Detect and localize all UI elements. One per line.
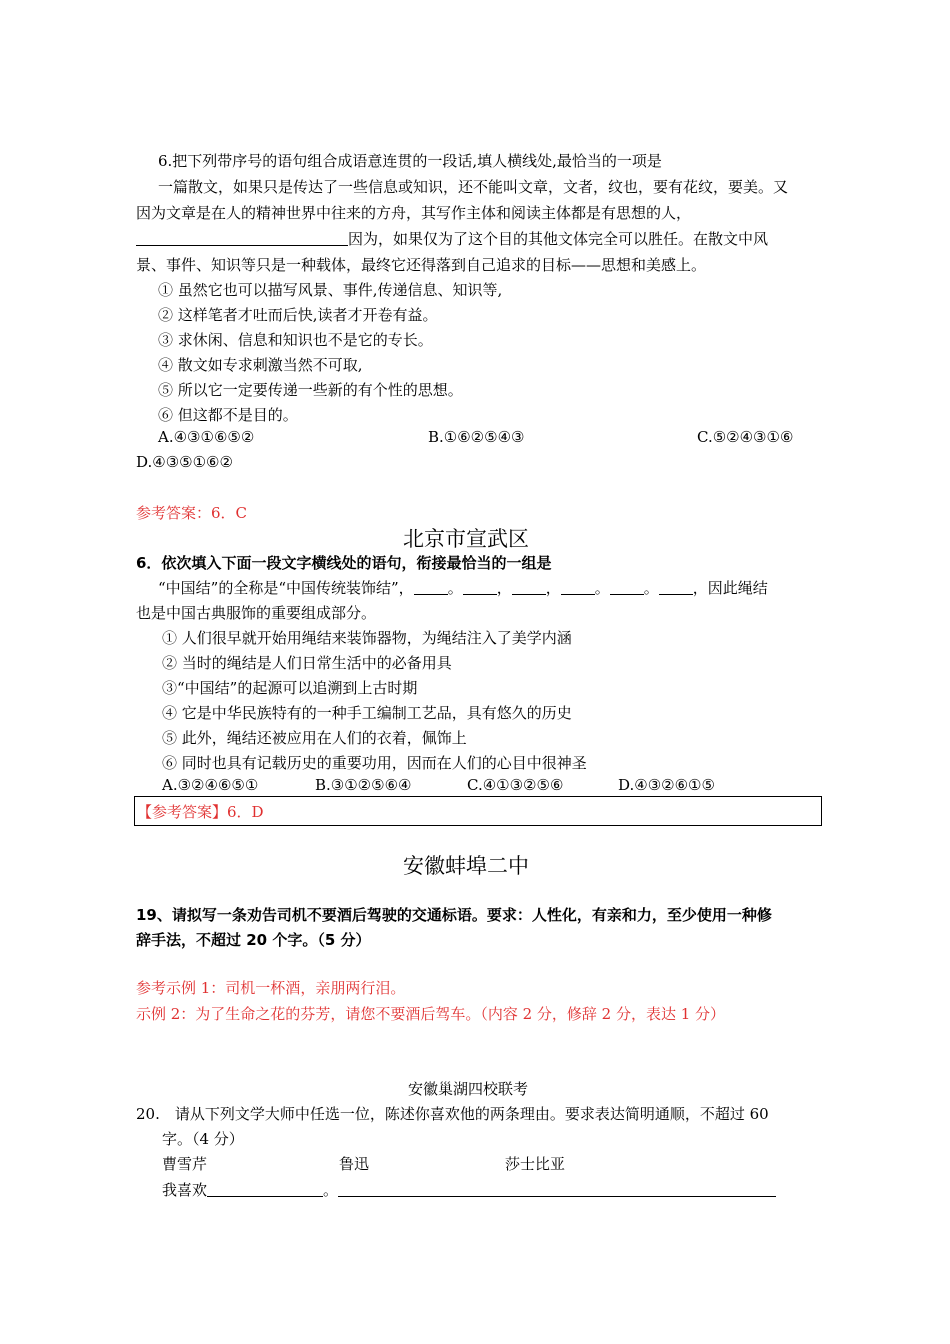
- question-6a-title: 6.把下列带序号的语句组合成语意连贯的一段话,填人横线处,最恰当的一项是: [158, 152, 662, 170]
- statement-item-1: ① 人们很早就开始用绳结来装饰器物，为绳结注入了美学内涵: [162, 629, 572, 647]
- answer-blank[interactable]: [610, 593, 644, 595]
- author-name-1: 曹雪芹: [162, 1155, 208, 1173]
- statement-item-5: ⑤ 此外，绳结还被应用在人们的衣着，佩饰上: [162, 729, 467, 747]
- question-6b-line1: [158, 577, 768, 598]
- option-item-2: ② 这样笔者才吐而后快,读者才开卷有益。: [158, 306, 438, 324]
- author-name-2: 鲁迅: [339, 1155, 370, 1173]
- fill-in-line: [162, 1179, 776, 1200]
- option-item-1: ① 虽然它也可以描写风景、事件,传递信息、知识等,: [158, 281, 503, 299]
- section-heading-chaohu: 安徽巢湖四校联考: [408, 1080, 529, 1098]
- answer-blank[interactable]: [659, 593, 693, 595]
- author-name-3: 莎士比亚: [505, 1155, 566, 1173]
- statement-item-4: ④ 它是中华民族特有的一种手工编制工艺品，具有悠久的历史: [162, 704, 572, 722]
- option-item-3: ③ 求休闲、信息和知识也不是它的专长。: [158, 331, 433, 349]
- question-6a-para-line4: 景、事件、知识等只是一种载体，最终它还得落到自己追求的目标——思想和美感上。: [136, 256, 707, 274]
- separator: 。: [643, 579, 659, 597]
- option-item-4: ④ 散文如专求刺激当然不可取,: [158, 356, 363, 374]
- fill-in-prefix: 我喜欢: [162, 1181, 208, 1199]
- question-6a-para-line2: 因为文章是在人的精神世界中往来的方舟，其写作主体和阅读主体都是有思想的人，: [136, 204, 692, 222]
- question-19-line1: 19、请拟写一条劝告司机不要酒后驾驶的交通标语。要求：人性化，有亲和力，至少使用一种修: [136, 906, 772, 924]
- separator: 。: [447, 579, 463, 597]
- answer-blank[interactable]: [561, 593, 595, 595]
- question-6a-para-line1: 一篇散文，如果只是传达了一些信息或知识，还不能叫文章，文者，纹也，要有花纹，要美。又: [158, 178, 789, 196]
- answer-text: 参考答案：6．C: [136, 504, 248, 522]
- choice-a: A.④③①⑥⑤②: [158, 428, 255, 446]
- question-19-line2: 辞手法，不超过 20 个字。（5 分）: [136, 931, 371, 949]
- question-6b-title: 6．依次填入下面一段文字横线处的语句，衔接最恰当的一组是: [136, 554, 552, 572]
- reason-blank[interactable]: [338, 1195, 776, 1197]
- choice-d: D.④③⑤①⑥②: [136, 453, 233, 471]
- answer-blank[interactable]: [136, 244, 348, 246]
- separator: 。: [594, 579, 610, 597]
- question-6a-para-line3: [136, 228, 768, 249]
- option-item-5: ⑤ 所以它一定要传递一些新的有个性的思想。: [158, 381, 463, 399]
- option-item-6: ⑥ 但这都不是目的。: [158, 406, 298, 424]
- section-heading-bengbu: 安徽蚌埠二中: [403, 854, 529, 878]
- choice-b: B.③①②⑤⑥④: [315, 776, 412, 794]
- answer-blank[interactable]: [512, 593, 546, 595]
- separator: ，: [545, 579, 561, 597]
- statement-item-3: ③“中国结”的起源可以追溯到上古时期: [162, 679, 418, 697]
- answer-blank[interactable]: [463, 593, 497, 595]
- name-blank[interactable]: [207, 1195, 323, 1197]
- choice-c: C.⑤②④③①⑥: [697, 428, 794, 446]
- answer-blank[interactable]: [414, 593, 448, 595]
- sample-answer-1: 参考示例 1：司机一杯酒，亲朋两行泪。: [136, 979, 406, 997]
- sample-answer-2: 示例 2：为了生命之花的芬芳，请您不要酒后驾车。（内容 2 分，修辞 2 分，表达 1 分）: [136, 1005, 726, 1023]
- question-6b-line1-start: “中国结”的全称是“中国传统装饰结”，: [158, 579, 414, 597]
- statement-item-6: ⑥ 同时也具有记载历史的重要功用，因而在人们的心目中很神圣: [162, 754, 587, 772]
- answer-text: 【参考答案】6．D: [137, 803, 264, 821]
- separator: ，: [496, 579, 512, 597]
- choice-d: D.④③②⑥①⑤: [618, 776, 715, 794]
- separator: 。: [323, 1181, 339, 1199]
- question-6b-line2: 也是中国古典服饰的重要组成部分。: [136, 604, 377, 622]
- choice-c: C.④①③②⑤⑥: [467, 776, 564, 794]
- section-heading-xuanwu: 北京市宣武区: [403, 527, 529, 551]
- statement-item-2: ② 当时的绳结是人们日常生活中的必备用具: [162, 654, 452, 672]
- choice-a: A.③②④⑥⑤①: [162, 776, 259, 794]
- question-6a-para-line3-text: 因为，如果仅为了这个目的其他文体完全可以胜任。在散文中风: [348, 230, 769, 248]
- question-20-line1: 20. 请从下列文学大师中任选一位，陈述你喜欢他的两条理由。要求表达简明通顺，不超过 60: [136, 1105, 769, 1123]
- question-6b-line1-end: ，因此绳结: [692, 579, 768, 597]
- question-20-line2: 字。（4 分）: [162, 1130, 244, 1148]
- choice-b: B.①⑥②⑤④③: [428, 428, 525, 446]
